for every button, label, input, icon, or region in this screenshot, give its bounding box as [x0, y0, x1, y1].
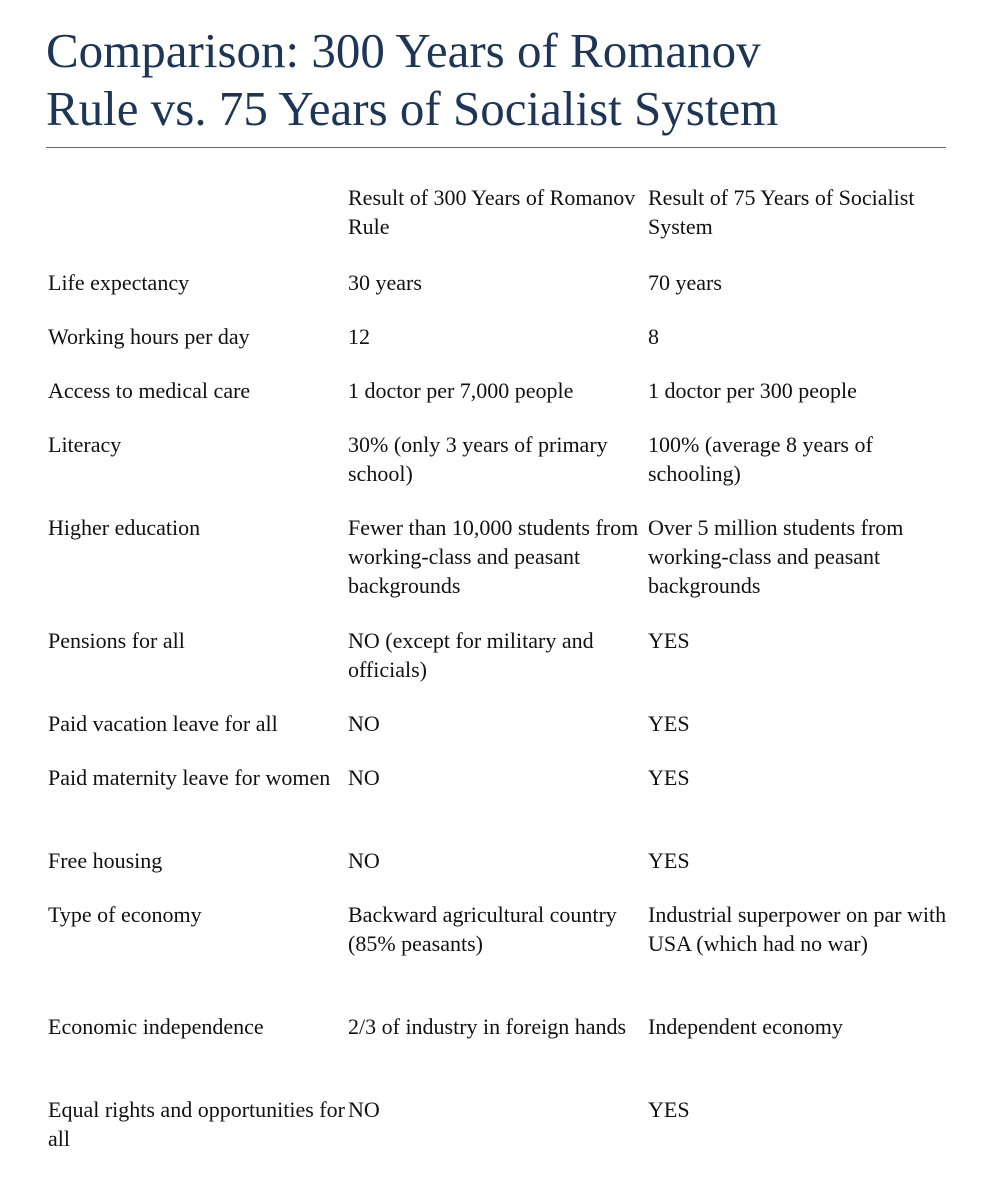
row-label: Paid vacation leave for all	[48, 711, 278, 736]
socialist-value: 100% (average 8 years of schooling)	[648, 432, 873, 486]
romanov-value: 2/3 of industry in foreign hands	[348, 1014, 627, 1039]
table-row	[48, 430, 958, 513]
romanov-value: 1 doctor per 7,000 people	[348, 378, 574, 403]
table-row	[48, 268, 958, 322]
table-row	[48, 900, 958, 1012]
row-label: Literacy	[48, 432, 122, 457]
socialist-value: YES	[648, 848, 690, 873]
table-row	[48, 376, 958, 430]
romanov-value: NO	[348, 1097, 380, 1122]
row-label: Higher education	[48, 515, 201, 540]
row-label: Equal rights and opportunities for all	[48, 1097, 345, 1151]
socialist-value: YES	[648, 628, 690, 653]
row-label: Free housing	[48, 848, 163, 873]
romanov-value: NO (except for military and officials)	[348, 628, 594, 682]
table-row	[48, 709, 958, 763]
socialist-value: 8	[648, 324, 659, 349]
table-row	[48, 322, 958, 376]
romanov-value: NO	[348, 711, 380, 736]
table-row	[48, 846, 958, 900]
romanov-value: Fewer than 10,000 students from working-class and peasant backgrounds	[348, 515, 639, 598]
table-row	[48, 1012, 958, 1095]
socialist-value: Over 5 million students from working-class and peasant backgrounds	[648, 515, 904, 598]
table-row	[48, 626, 958, 709]
page-title	[46, 22, 966, 138]
socialist-value: YES	[648, 711, 690, 736]
row-label: Life expectancy	[48, 270, 190, 295]
romanov-value: NO	[348, 848, 380, 873]
table-row	[48, 763, 958, 846]
socialist-value: Independent economy	[648, 1014, 843, 1039]
romanov-value: NO	[348, 765, 380, 790]
socialist-value: YES	[648, 765, 690, 790]
row-label: Pensions for all	[48, 628, 185, 653]
table-row	[48, 1095, 958, 1155]
romanov-value: 30 years	[348, 270, 422, 295]
socialist-value: YES	[648, 1097, 690, 1122]
header-cell-socialist: Result of 75 Years of Socialist System	[648, 185, 915, 239]
header-cell-romanov: Result of 300 Years of Romanov Rule	[348, 185, 636, 239]
socialist-value: 70 years	[648, 270, 722, 295]
romanov-value: Backward agricultural country (85% peasants)	[348, 902, 617, 956]
row-label: Type of economy	[48, 902, 202, 927]
title-divider	[46, 147, 946, 148]
row-label: Access to medical care	[48, 378, 251, 403]
romanov-value: 12	[348, 324, 370, 349]
title-line-1: Comparison: 300 Years of Romanov	[46, 23, 761, 78]
row-label: Working hours per day	[48, 324, 250, 349]
romanov-value: 30% (only 3 years of primary school)	[348, 432, 608, 486]
socialist-value: 1 doctor per 300 people	[648, 378, 857, 403]
title-line-2: Rule vs. 75 Years of Socialist System	[46, 81, 779, 136]
socialist-value: Industrial superpower on par with USA (which had no war)	[648, 902, 947, 956]
comparison-table	[48, 183, 958, 1155]
table-row	[48, 513, 958, 626]
row-label: Economic independence	[48, 1014, 264, 1039]
table-header-row	[48, 183, 958, 268]
row-label: Paid maternity leave for women	[48, 765, 331, 790]
